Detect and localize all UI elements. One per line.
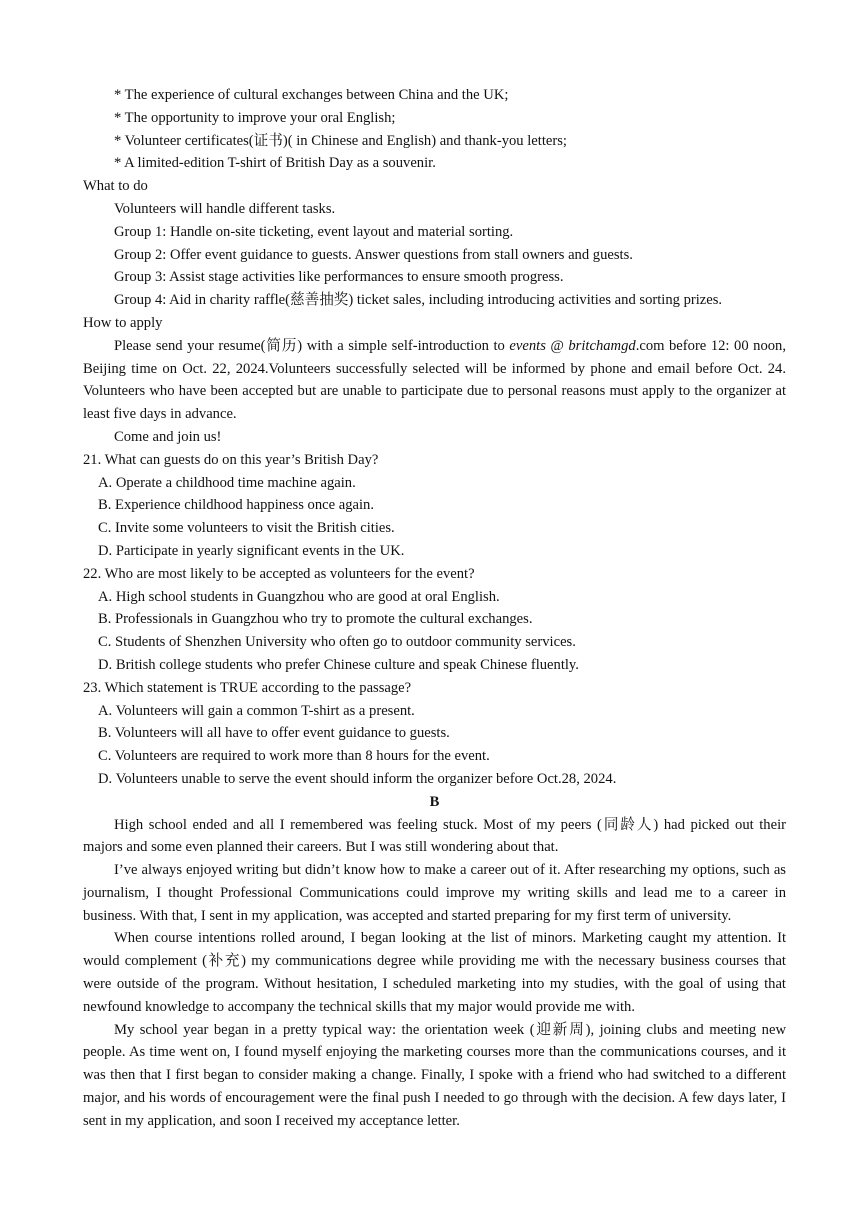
- answer-option: D. Volunteers unable to serve the event should inform the organizer before Oct.28, 2024.: [98, 770, 617, 787]
- passage-paragraph: I’ve always enjoyed writing but didn’t know how to make a career out of it. After researching my options, such as journalism, I thought Professional Communications could improve my writing skills and lead me to a career in business. With that, I sent in my application, was accepted and started preparing for my first term of university.: [83, 862, 786, 924]
- benefit-item: * The opportunity to improve your oral English;: [114, 109, 396, 126]
- how-to-apply-paragraph: [83, 335, 786, 426]
- benefit-item: * The experience of cultural exchanges between China and the UK;: [114, 87, 509, 103]
- what-to-do-heading: What to do: [83, 178, 148, 195]
- section-b-passage: [83, 814, 786, 1133]
- section-b-label: B: [429, 793, 440, 810]
- answer-option: C. Volunteers are required to work more than 8 hours for the event.: [98, 748, 490, 765]
- answer-option: B. Volunteers will all have to offer event guidance to guests.: [98, 725, 450, 742]
- document-page: [83, 84, 786, 1133]
- answer-option: A. High school students in Guangzhou who are good at oral English.: [98, 588, 500, 605]
- closing-line: Come and join us!: [114, 428, 222, 445]
- apply-text-before: Please send your resume(简历) with a simple self-introduction to: [114, 337, 510, 354]
- benefits-list: [83, 84, 786, 175]
- passage-paragraph: When course intentions rolled around, I began looking at the list of minors. Marketing caught my attention. It would complement (补充) my communications degree while providing me with the necessary business courses that were outside of the program. Without hesitation, I scheduled marketing into my studies, with the goal of using that newfound knowledge to accompany the technical skills that my major would provide me with.: [83, 930, 786, 1015]
- passage-paragraph: High school ended and all I remembered was feeling stuck. Most of my peers (同龄人) had picked out their majors and some even planned their careers. But I was still wondering about that.: [83, 816, 786, 856]
- answer-option: A. Volunteers will gain a common T-shirt as a present.: [98, 702, 415, 719]
- answer-option: D. Participate in yearly significant events in the UK.: [98, 542, 405, 559]
- passage-paragraph: My school year began in a pretty typical way: the orientation week (迎新周), joining clubs and meeting new people. As time went on, I found myself enjoying the marketing courses more than the communications courses, and it was then that I first began to consider making a change. Finally, I spoke with a friend who had switched to a different major, and his words of encouragement were the final push I needed to go through with the decision. A few days later, I sent in my application, and soon I received my acceptance letter.: [83, 1021, 786, 1129]
- answer-option: C. Students of Shenzhen University who often go to outdoor community services.: [98, 634, 576, 651]
- benefit-item: * A limited-edition T-shirt of British Day as a souvenir.: [114, 155, 436, 172]
- question-stem: 23. Which statement is TRUE according to the passage?: [83, 679, 412, 696]
- question-22: [83, 563, 786, 677]
- benefit-item: * Volunteer certificates(证书)( in Chinese and English) and thank-you letters;: [114, 132, 567, 149]
- question-23: [83, 677, 786, 791]
- group-item: Group 1: Handle on-site ticketing, event layout and material sorting.: [114, 223, 514, 240]
- apply-text-after: .com before 12: 00 noon, Beijing time on Oct. 22, 2024.Volunteers successfully selected will be informed by phone and email before Oct. 24. Volunteers who have been accepted but are unable to participate due to personal reasons must apply to the organizer at least five days in advance.: [83, 337, 786, 423]
- question-stem: 22. Who are most likely to be accepted as volunteers for the event?: [83, 565, 475, 582]
- how-to-apply-heading: How to apply: [83, 314, 163, 331]
- group-item: Group 3: Assist stage activities like performances to ensure smooth progress.: [114, 269, 564, 286]
- email-address: events @ britchamgd: [509, 337, 636, 354]
- group-item: Group 4: Aid in charity raffle(慈善抽奖) ticket sales, including introducing activities and sorting prizes.: [114, 292, 723, 309]
- answer-option: B. Experience childhood happiness once again.: [98, 497, 374, 514]
- answer-option: C. Invite some volunteers to visit the British cities.: [98, 520, 395, 537]
- answer-option: A. Operate a childhood time machine again.: [98, 474, 356, 491]
- answer-option: B. Professionals in Guangzhou who try to promote the cultural exchanges.: [98, 611, 533, 628]
- what-to-do-intro: Volunteers will handle different tasks.: [114, 200, 336, 217]
- question-stem: 21. What can guests do on this year’s British Day?: [83, 451, 379, 468]
- question-21: [83, 449, 786, 563]
- group-item: Group 2: Offer event guidance to guests. Answer questions from stall owners and guests.: [114, 246, 633, 263]
- answer-option: D. British college students who prefer Chinese culture and speak Chinese fluently.: [98, 656, 579, 673]
